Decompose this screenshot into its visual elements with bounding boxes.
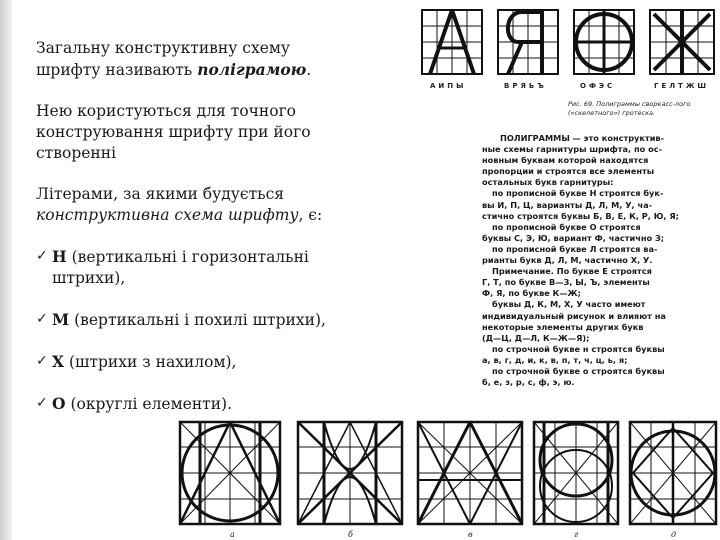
figure-label-v: в [468,530,473,539]
paragraph-definition-text: Загальну конструктивну схему шрифту називають [36,39,291,79]
definition-line: буквы С, Э, Ю, вариант Ф, частично З; [482,232,665,243]
definition-line: (Д—Ц, Д—Л, К—Ж—Я); [482,332,590,343]
bullet-desc: (округлі елементи). [65,395,233,413]
bullet-letter: О [52,394,66,413]
polygram-definition-block [482,133,720,388]
bullet-item-o [36,393,356,415]
bullet-item-m [36,309,356,331]
slide-left-edge [0,0,12,540]
bullet-letter: М [52,310,70,329]
paragraph-letters-text: Літерами, за якими будується [36,185,285,203]
construction-figure-a [180,422,280,524]
figure-caption: Рис. 69. Полиграммы своркасс-лого («скелетного») гротеска. [568,100,691,117]
construction-figure-b [298,422,402,524]
polygram-grid-3 [574,10,634,74]
definition-line: по прописной букве О строятся [492,221,641,232]
polygram-grids-illustration [418,8,720,80]
figure-label-d: д [671,530,677,539]
polygram-label-3: ОФЭС [580,82,616,90]
figure-label-b: б [348,530,353,539]
bullet-item-h [36,246,356,289]
definition-line: стично строятся буквы Б, В, Е, К, Р, Ю, Я; [482,210,679,221]
definition-line: пропорции и строятся все элементы [482,166,655,177]
bullet-letter: Н [52,247,67,266]
bullet-desc: (вертикальні і горизонтальні штрихи), [52,248,309,287]
figure-label-a: а [230,530,235,539]
definition-line: ные схемы гарнитуры шрифта, по ос- [482,144,663,155]
checkmark-icon: ✓ [36,395,48,411]
construction-figure-d [630,422,716,524]
paragraph-letters-end: , є: [298,206,323,224]
definition-line: Ф, Я, по букве К—Ж; [482,288,581,299]
polygram-grid-4 [650,10,714,74]
definition-line: индивидуальный рисунок и влияют на [482,310,666,321]
definition-line: Г, Т, по букве В—З, Ы, Ъ, элементы [482,277,650,288]
definition-line: по прописной букве Л строятся ва- [492,243,658,254]
definition-line: Примечание. По букве Е строятся [492,266,652,277]
definition-line: некоторые элементы других букв [482,321,644,332]
figure-label-g: г [574,530,579,539]
polygram-label-1: АИПЫ [430,82,467,90]
polygram-grid-1 [422,10,482,74]
definition-line: б, е, з, р, с, ф, э, ю. [482,377,575,388]
definition-line: новным буквам которой находятся [482,155,649,166]
construction-figure-v [418,422,522,524]
checkmark-icon: ✓ [36,248,48,264]
bullet-item-x [36,351,356,373]
main-text [36,38,356,435]
bullet-letter: Х [52,352,65,371]
paragraph-definition [36,38,356,81]
definition-line: буквы Д, К, М, Х, У часто имеют [492,299,646,310]
construction-figure-g [534,422,618,524]
checkmark-icon: ✓ [36,311,48,327]
paragraph-usage: Нею користуються для точного конструювання шрифту при його створенні [36,102,311,162]
definition-line: вы И, П, Ц, варианты Д, Л, М, У, ча- [482,199,653,210]
definition-line: по прописной букве Н строятся бук- [492,188,664,199]
term-constructive-scheme: конструктивна схема шрифту [36,206,299,224]
paragraph-definition-end: . [306,61,312,79]
definition-line: по строчной букве о строятся буквы [492,365,665,376]
bullet-desc: (штрихи з нахилом), [64,353,237,371]
figure-constructions-bottom [178,420,720,540]
definition-line: по строчной букве н строятся буквы [492,343,665,354]
checkmark-icon: ✓ [36,353,48,369]
bullet-desc: (вертикальні і похилі штрихи), [69,311,326,329]
definition-line: остальных букв гарнитуры: [482,177,614,188]
definition-line: рианты букв Д, Л, М, частично Х, У. [482,255,653,266]
letter-construction-illustration [178,420,720,528]
definition-line: а, в, г, д, и, к, в, п, т, ч, ц, ь, я; [482,354,628,365]
paragraph-letters [36,184,356,226]
polygram-label-4: ГЕЛТЖШ [654,82,710,90]
figure-polygrams-top [418,8,720,128]
definition-line: ПОЛИГРАММЫ — это конструктив- [500,133,665,143]
polygram-grid-2 [498,10,558,74]
term-polygram: поліграмою [197,60,307,79]
polygram-label-2: ВРЯЬЪ [504,82,547,90]
